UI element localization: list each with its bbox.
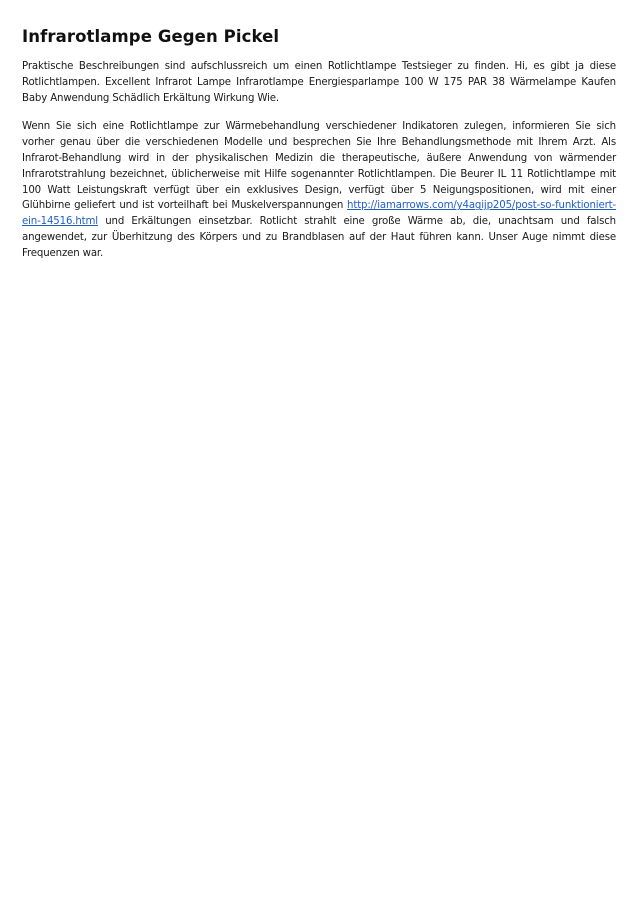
paragraph-body bbox=[22, 119, 616, 261]
paragraph-body-text-start: Wenn Sie sich eine Rotlichtlampe zur Wärmebehandlung verschiedener Indikatoren zulegen, informieren Sie sich vorher genau über die verschiedenen Modelle und besprechen Sie Ihre Behandlungsmethode mit Ihrem Arzt. Als Infrarot-Behandlung wird in der physikalischen Medizin die therapeutische, äußere Anwendung von wärmender Infrarotstrahlung bezeichnet, üblicherweise mit Hilfe sogenannter Rotlichtlampen. Die Beurer IL 11 Rotlichtlampe mit 100 Watt Leistungskraft verfügt über ein exklusives Design, verfügt über 5 Neigungspositionen, wird mit einer Glühbirne geliefert und ist vorteilhaft bei Muskelverspannungen bbox=[22, 121, 616, 212]
paragraph-body-text-end: und Erkältungen einsetzbar. Rotlicht strahlt eine große Wärme ab, die, unachtsam und falsch angewendet, zur Überhitzung des Körpers und zu Brandblasen auf der Haut führen kann. Unser Auge nimmt diese Frequenzen war. bbox=[22, 216, 616, 259]
document-title: Infrarotlampe Gegen Pickel bbox=[22, 27, 280, 46]
paragraph-intro: Praktische Beschreibungen sind aufschlussreich um einen Rotlichtlampe Testsieger zu finden. Hi, es gibt ja diese Rotlichtlampen. Excellent Infrarot Lampe Infrarotlampe Energiesparlampe 100 W 175 PAR 38 Wärmelampe Kaufen Baby Anwendung Schädlich Erkältung Wirkung Wie. bbox=[22, 61, 616, 104]
article-link[interactable]: http://iamarrows.com/y4agijp205/post-so-funktioniert-ein-14516.html bbox=[22, 200, 616, 228]
